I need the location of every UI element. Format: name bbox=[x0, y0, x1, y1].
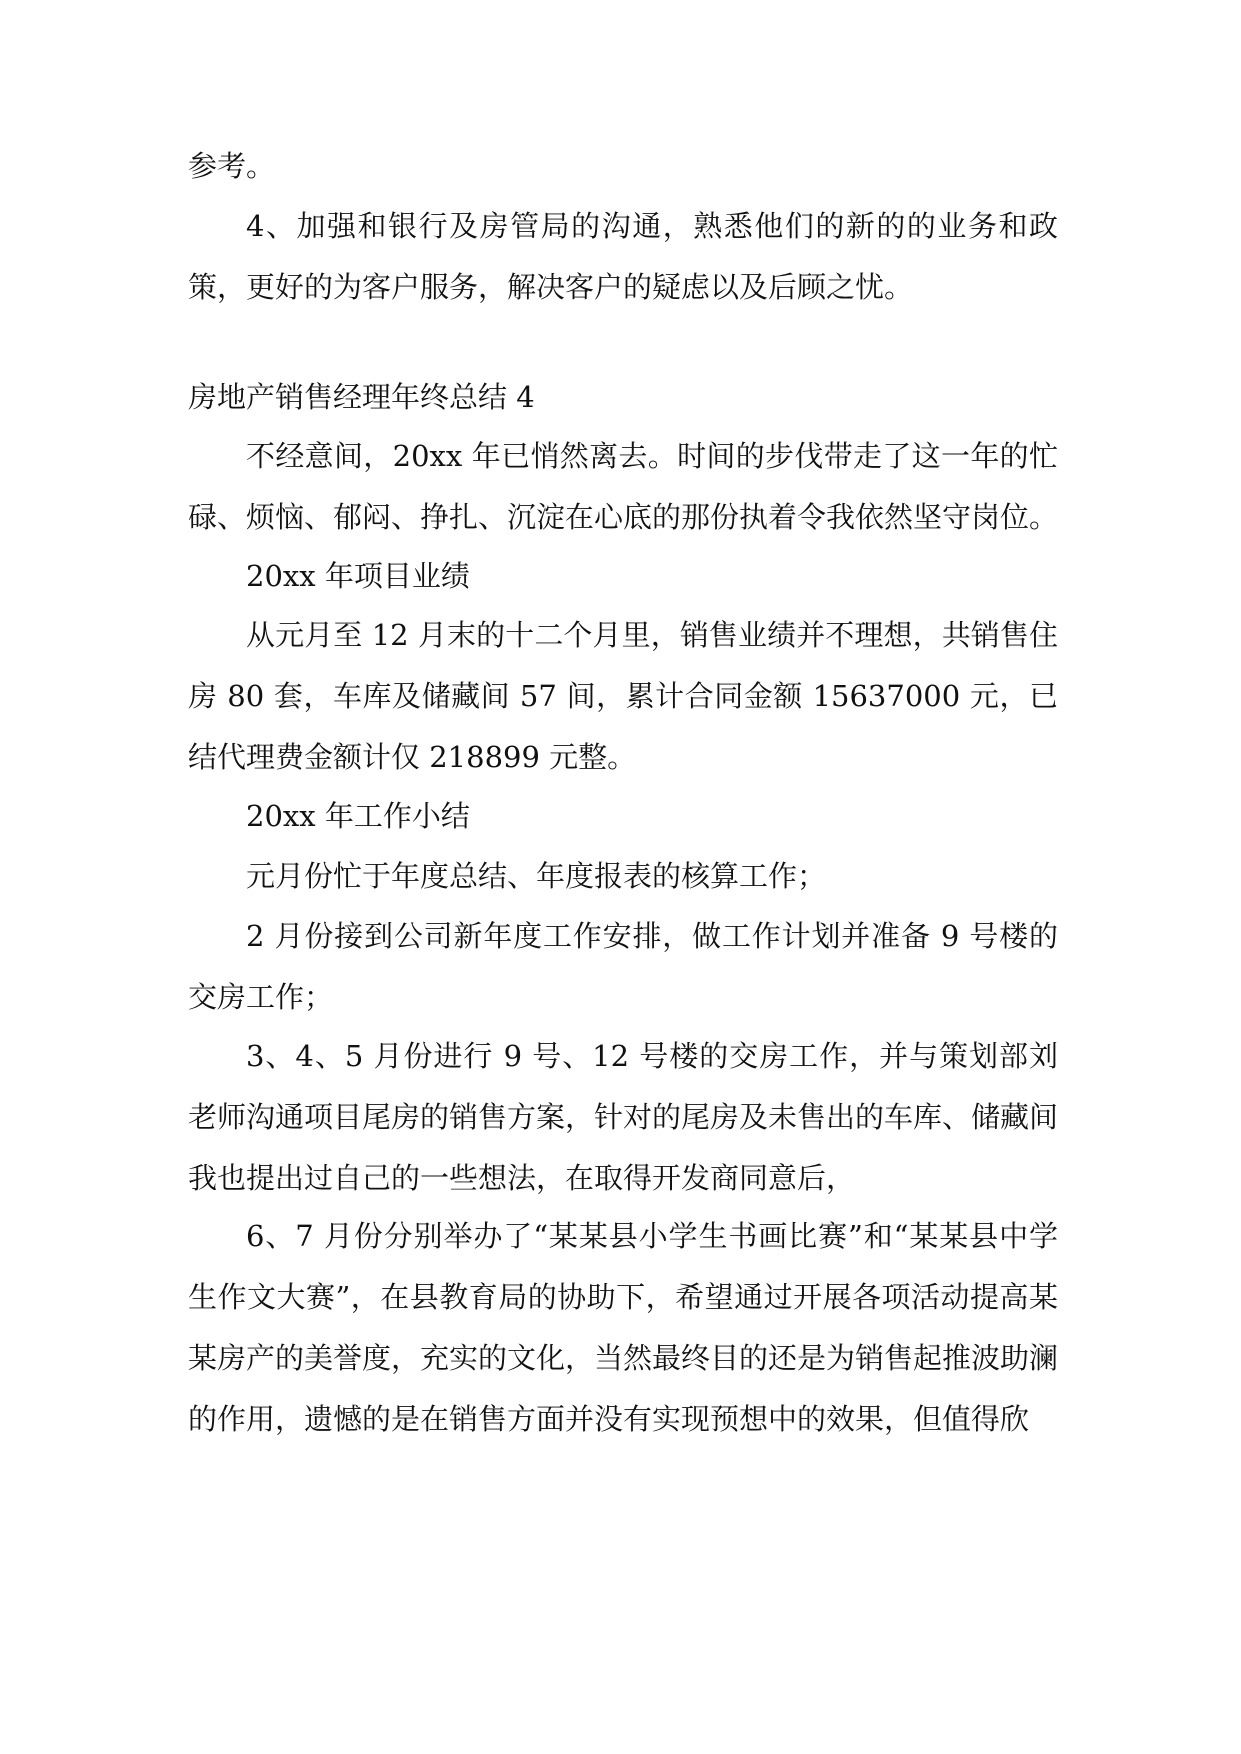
paragraph-january: 元月份忙于年度总结、年度报表的核算工作； bbox=[246, 859, 827, 893]
subheading-performance: 20xx 年项目业绩 bbox=[246, 559, 470, 593]
paragraph-bank-communication: 4、加强和银行及房管局的沟通，熟悉他们的新的的业务和政策，更好的为客户服务，解决客户的疑虑以及后顾之忧。 bbox=[188, 209, 1058, 304]
section-heading: 房地产销售经理年终总结 4 bbox=[188, 380, 535, 414]
paragraph-intro: 不经意间，20xx 年已悄然离去。时间的步伐带走了这一年的忙碌、烦恼、郁闷、挣扎、沉淀在心底的那份执着令我依然坚守岗位。 bbox=[188, 439, 1059, 534]
paragraph-february: 2 月份接到公司新年度工作安排，做工作计划并准备 9 号楼的交房工作； bbox=[188, 919, 1058, 1014]
paragraph-continuation: 参考。 bbox=[188, 149, 276, 183]
subheading-work-summary: 20xx 年工作小结 bbox=[246, 799, 470, 833]
paragraph-performance: 从元月至 12 月末的十二个月里，销售业绩并不理想，共销售住房 80 套，车库及储藏间 57 间，累计合同金额 15637000 元，已结代理费金额计仅 218899 元整。 bbox=[188, 618, 1058, 774]
paragraph-june-july: 6、7 月份分别举办了“某某县小学生书画比赛”和“某某县中学生作文大赛”，在县教育局的协助下，希望通过开展各项活动提高某某房产的美誉度，充实的文化，当然最终目的还是为销售起推波助澜的作用，遗憾的是在销售方面并没有实现预想中的效果，但值得欣 bbox=[188, 1219, 1059, 1436]
paragraph-march-may: 3、4、5 月份进行 9 号、12 号楼的交房工作，并与策划部刘老师沟通项目尾房的销售方案，针对的尾房及未售出的车库、储藏间我也提出过自己的一些想法，在取得开发商同意后， bbox=[188, 1039, 1059, 1195]
